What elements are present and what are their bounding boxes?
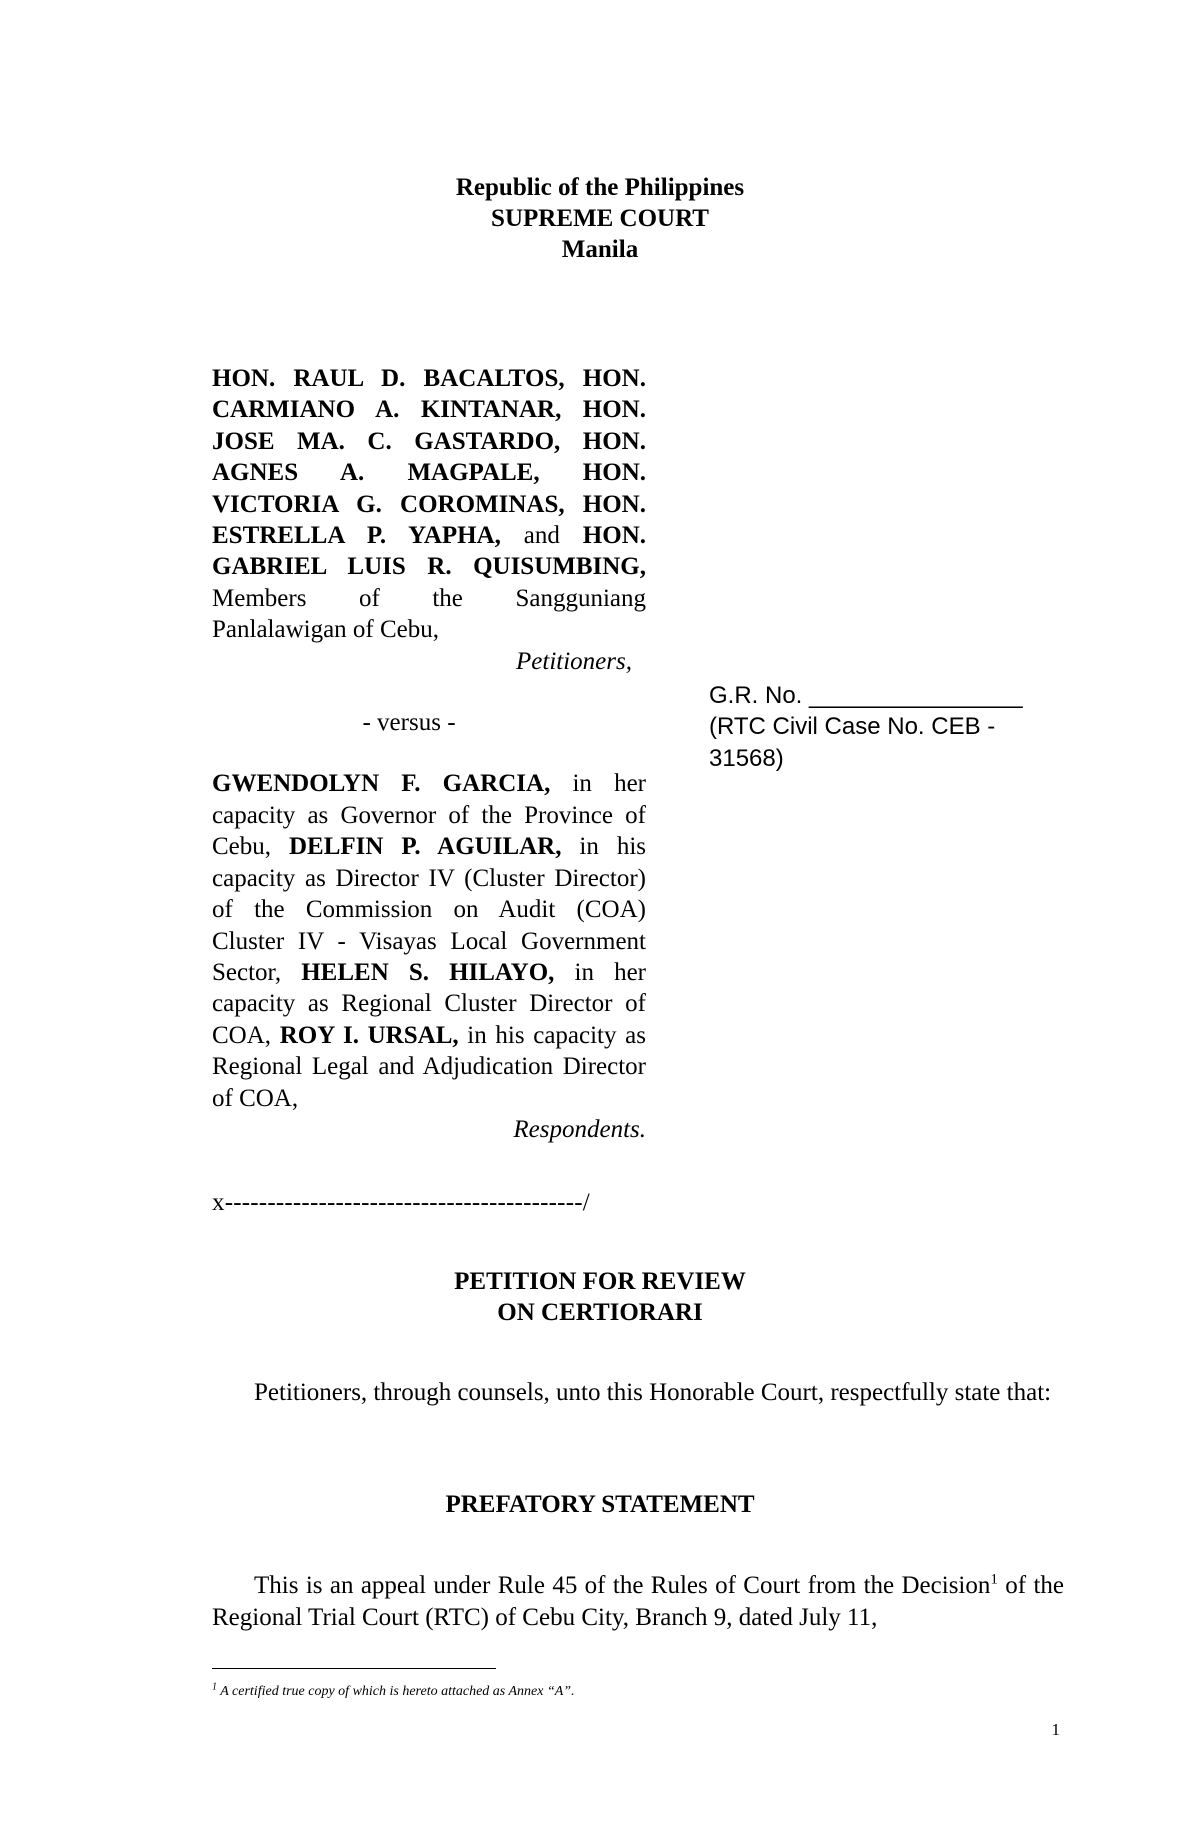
intro-paragraph: Petitioners, through counsels, unto this Honorable Court, respectfully state that:	[254, 1379, 1052, 1406]
body-text-after: of the Regional Trial Court (RTC) of Cebu City, Branch 9, dated July 11,	[212, 1572, 1064, 1631]
petitioners-description: Members of the Sangguniang Panlalawigan of Cebu,	[212, 584, 646, 644]
petitioners-role: Petitioners,	[516, 647, 632, 675]
petitioner-name-last: HON. GABRIEL LUIS R. QUISUMBING,	[212, 522, 646, 581]
respondents-role: Respondents.	[513, 1115, 646, 1143]
title-line-2: ON CERTIORARI	[497, 1299, 703, 1326]
gr-number: G.R. No. ________________	[709, 682, 1023, 709]
petitioner-names: HON. RAUL D. BACALTOS, HON. CARMIANO A. KINTANAR, HON. JOSE MA. C. GASTARDO, HON. AGNES A. MAGPALE, HON. VICTORIA G. COROMINAS, HON. ESTRELLA P. YAPHA,	[212, 365, 646, 550]
footnote-reference[interactable]: 1	[990, 1571, 998, 1588]
title-line-1: PETITION FOR REVIEW	[454, 1268, 746, 1295]
case-caption	[212, 363, 646, 1145]
versus-label: - versus -	[362, 709, 456, 737]
footnote-mark: 1	[212, 1681, 217, 1693]
case-numbers	[709, 680, 1059, 774]
respondent-desc-4: in his capacity as Regional Legal and Adjudication Director of COA,	[212, 1021, 646, 1112]
respondent-name-4: ROY I. URSAL,	[279, 1021, 459, 1049]
respondent-desc-3: in her capacity as Regional Cluster Director of COA,	[212, 958, 646, 1049]
court-name: SUPREME COURT	[491, 205, 709, 232]
respondent-name-3: HELEN S. HILAYO,	[301, 958, 555, 986]
footnote-text: A certified true copy of which is hereto attached as Annex “A”.	[217, 1684, 575, 1699]
court-header	[0, 172, 1200, 265]
respondent-name-1: GWENDOLYN F. GARCIA,	[212, 770, 551, 798]
footnote-separator	[212, 1668, 496, 1669]
respondents-block	[212, 768, 646, 1113]
respondent-name-2: DELFIN P. AGUILAR,	[288, 833, 562, 861]
caption-closing-line: x------------------------------------------/	[212, 1189, 590, 1216]
court-location: Manila	[561, 236, 639, 263]
respondent-desc-1: in her capacity as Governor of the Province of Cebu,	[212, 770, 646, 861]
respondent-desc-2: in his capacity as Director IV (Cluster Director) of the Commission on Audit (COA) Cluster IV - Visayas Local Government Sector,	[212, 833, 646, 986]
footnote	[212, 1683, 575, 1701]
petitioners-block	[212, 363, 646, 646]
body-text-before: This is an appeal under Rule 45 of the Rules of Court from the Decision	[254, 1572, 991, 1599]
page-number: 1	[1051, 1720, 1060, 1739]
petitioners-connector: and	[500, 522, 583, 550]
document-title	[0, 1266, 1200, 1328]
rtc-case-number: (RTC Civil Case No. CEB - 31568)	[709, 713, 996, 772]
section-heading: PREFATORY STATEMENT	[445, 1491, 755, 1518]
body-paragraph	[212, 1570, 1064, 1633]
republic-line: Republic of the Philippines	[455, 174, 745, 201]
